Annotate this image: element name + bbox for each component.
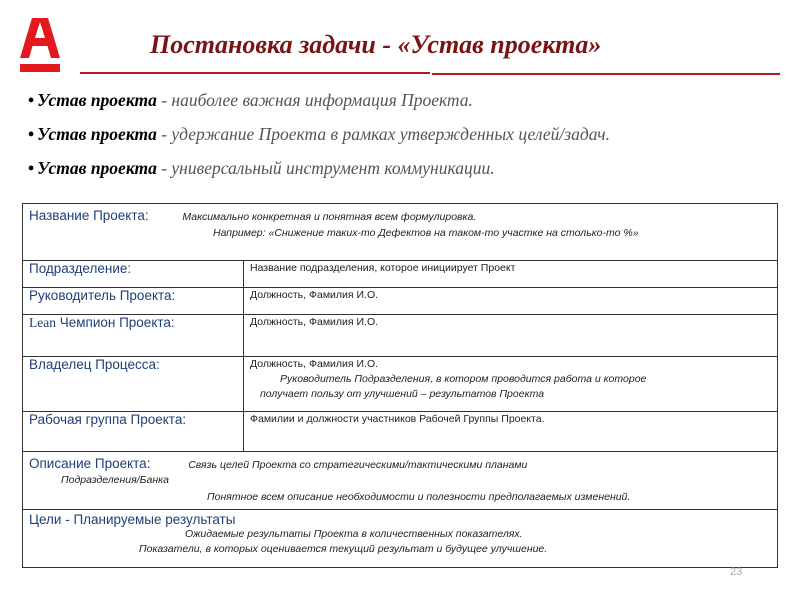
row-label: Руководитель Проекта:: [23, 288, 244, 315]
description-line: Связь целей Проекта со стратегическими/тактическими планами: [188, 459, 528, 471]
table-row: [23, 315, 778, 357]
row-label: Рабочая группа Проекта:: [23, 412, 244, 452]
bullet-item: • Устав проекта - универсальный инструмент коммуникации.: [28, 158, 495, 178]
row-value: Должность, Фамилия И.О.: [244, 288, 778, 315]
description-line: Понятное всем описание необходимости и полезности предполагаемых изменений.: [207, 491, 631, 503]
table-row-goals: [23, 510, 778, 568]
row-label: Lean Чемпион Проекта:: [23, 315, 244, 357]
row-value: Название подразделения, которое инициирует Проект: [244, 261, 778, 288]
goals-line: Показатели, в которых оценивается текущий результат и будущее улучшение.: [139, 543, 548, 555]
table-row-description: [23, 452, 778, 510]
row-value: Должность, Фамилия И.О.: [250, 358, 379, 370]
table-row-project-name: [23, 204, 778, 261]
row-label: Владелец Процесса:: [23, 357, 244, 412]
project-name-example: Например: «Снижение таких-то Дефектов на таком-то участке на столько-то %»: [213, 227, 639, 239]
row-note: получает пользу от улучшений – результатов Проекта: [260, 388, 545, 400]
bullet-item: • Устав проекта - наиболее важная информация Проекта.: [28, 90, 473, 110]
title-underline-right: [432, 73, 780, 75]
bullet-item: • Устав проекта - удержание Проекта в рамках утвержденных целей/задач.: [28, 124, 610, 144]
goals-label: Цели - Планируемые результаты: [29, 512, 236, 527]
page-title: Постановка задачи - «Устав проекта»: [150, 30, 602, 59]
title-underline-left: [80, 72, 430, 74]
table-row: [23, 288, 778, 315]
goals-line: Ожидаемые результаты Проекта в количественных показателях.: [185, 528, 523, 540]
row-note: Руководитель Подразделения, в котором проводится работа и которое: [280, 373, 647, 385]
row-label: Подразделение:: [23, 261, 244, 288]
description-label: Описание Проекта:: [29, 456, 151, 471]
alfa-bank-logo-icon: [18, 14, 62, 78]
charter-bullet-list: [28, 88, 788, 190]
project-name-hint: Максимально конкретная и понятная всем формулировка.: [182, 211, 477, 223]
table-row: [23, 357, 778, 412]
project-charter-table: [22, 203, 778, 568]
row-value: Должность, Фамилия И.О.: [244, 315, 778, 357]
project-name-label: Название Проекта:: [29, 208, 149, 223]
table-row: [23, 412, 778, 452]
row-value: Фамилии и должности участников Рабочей Группы Проекта.: [244, 412, 778, 452]
page-number: 23: [730, 566, 743, 578]
description-line: Подразделения/Банка: [61, 474, 169, 486]
table-row: [23, 261, 778, 288]
